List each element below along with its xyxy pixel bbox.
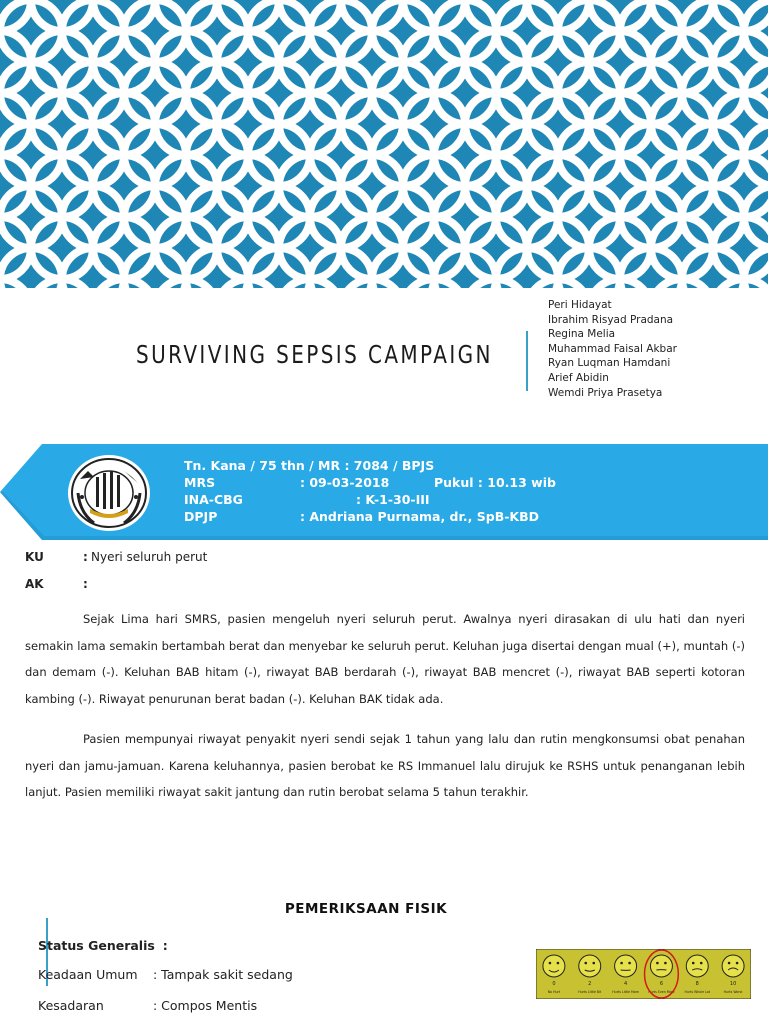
pain-caption-label: Hurts Little Bit bbox=[578, 990, 602, 994]
pain-face-eye bbox=[728, 962, 731, 965]
patient-identity: Tn. Kana / 75 thn / MR : 7084 / BPJS bbox=[184, 458, 435, 473]
section-title: PEMERIKSAAN FISIK bbox=[284, 901, 448, 917]
exam-row-value: : Tampak sakit sedang bbox=[153, 967, 293, 982]
mrs-value: : 09-03-2018 bbox=[300, 475, 390, 490]
pain-face-eye bbox=[584, 962, 587, 965]
pain-caption-label: Hurts Whole Lot bbox=[684, 990, 711, 994]
ak-label: AK bbox=[25, 577, 44, 591]
pain-caption-label: Hurts Worst bbox=[723, 990, 743, 994]
ku-label: KU bbox=[25, 550, 44, 564]
author-name: Ryan Luqman Hamdani bbox=[548, 357, 671, 370]
inacbg-label: INA-CBG bbox=[184, 492, 243, 507]
pain-face-eye bbox=[628, 962, 631, 965]
ku-colon: : bbox=[83, 550, 88, 564]
pain-score-label: 6 bbox=[659, 981, 664, 987]
pain-score-label: 8 bbox=[695, 981, 699, 987]
pain-score-label: 2 bbox=[588, 981, 592, 987]
pain-face-eye bbox=[620, 962, 623, 965]
history-paragraph: Pasien mempunyai riwayat penyakit nyeri sendi sejak 1 tahun yang lalu dan rutin mengkonsumsi obat penahan nyeri dan jamu-jamuan. Karena keluhannya, pasien berobat ke RS Immanuel lalu dirujuk ke RSHS untuk penanganan lebih lanjut. Pasien memiliki riwayat sakit jantung dan rutin berobat selama 5 tahun terakhir. bbox=[25, 732, 745, 799]
title-divider bbox=[526, 331, 528, 391]
pain-face-eye bbox=[692, 962, 695, 965]
author-name: Arief Abidin bbox=[548, 371, 609, 384]
dpjp-label: DPJP bbox=[184, 509, 218, 524]
header-pattern bbox=[0, 0, 768, 288]
exam-row-label: Kesadaran bbox=[38, 998, 104, 1013]
inacbg-value: : K-1-30-III bbox=[356, 492, 430, 507]
pain-caption-label: No Hurt bbox=[547, 990, 561, 994]
pain-face-eye bbox=[549, 962, 552, 965]
patient-info bbox=[184, 457, 744, 525]
pain-caption-label: Hurts Little More bbox=[612, 990, 639, 994]
pain-face-icon bbox=[686, 955, 708, 977]
pain-face-icon bbox=[722, 955, 744, 977]
dpjp-value: : Andriana Purnama, dr., SpB-KBD bbox=[300, 509, 539, 524]
author-name: Muhammad Faisal Akbar bbox=[548, 342, 677, 355]
exam-row-value: : Compos Mentis bbox=[153, 998, 258, 1013]
exam-row-label: Keadaan Umum bbox=[38, 967, 138, 982]
status-generalis-colon: : bbox=[162, 938, 168, 953]
pain-face-eye bbox=[736, 962, 739, 965]
ak-colon: : bbox=[83, 577, 88, 591]
author-name: Wemdi Priya Prasetya bbox=[548, 386, 663, 399]
pukul-value: Pukul : 10.13 wib bbox=[434, 475, 556, 490]
mrs-label: MRS bbox=[184, 475, 216, 490]
pain-caption-label: Hurts Even More bbox=[648, 990, 675, 994]
pain-face-icon bbox=[650, 955, 672, 977]
pain-face-eye bbox=[700, 962, 703, 965]
pain-score-label: 10 bbox=[729, 981, 737, 987]
pain-face-eye bbox=[656, 962, 659, 965]
presentation-title: SURVIVING SEPSIS CAMPAIGN bbox=[136, 340, 493, 369]
author-name: Regina Melia bbox=[548, 328, 616, 341]
pain-scale-image bbox=[536, 949, 751, 999]
history-paragraph: Sejak Lima hari SMRS, pasien mengeluh nyeri seluruh perut. Awalnya nyeri dirasakan di ulu hati dan nyeri semakin lama semakin bertambah berat dan menyebar ke seluruh perut. Keluhan juga disertai dengan mual (+), muntah (-) dan demam (-). Keluhan BAB hitam (-), riwayat BAB berdarah (-), riwayat BAB mencret (-), riwayat BAB seperti kotoran kambing (-). Riwayat penurunan berat badan (-). Keluhan BAK tidak ada. bbox=[25, 612, 745, 706]
author-name: Ibrahim Risyad Pradana bbox=[548, 313, 674, 326]
pain-face-eye bbox=[557, 962, 560, 965]
pain-score-label: 0 bbox=[552, 981, 556, 987]
pain-score-label: 4 bbox=[623, 981, 628, 987]
author-list bbox=[548, 298, 763, 400]
pain-face-icon bbox=[579, 955, 601, 977]
status-generalis-row bbox=[38, 938, 168, 953]
university-logo-icon bbox=[66, 453, 152, 533]
ku-value: Nyeri seluruh perut bbox=[91, 550, 208, 564]
status-generalis-label: Status Generalis bbox=[38, 938, 155, 953]
pain-face-eye bbox=[664, 962, 667, 965]
pain-face-icon bbox=[543, 955, 565, 977]
pain-face-icon bbox=[615, 955, 637, 977]
author-name: Peri Hidayat bbox=[548, 299, 612, 311]
pain-scale-background bbox=[536, 949, 751, 999]
pain-face-eye bbox=[592, 962, 595, 965]
